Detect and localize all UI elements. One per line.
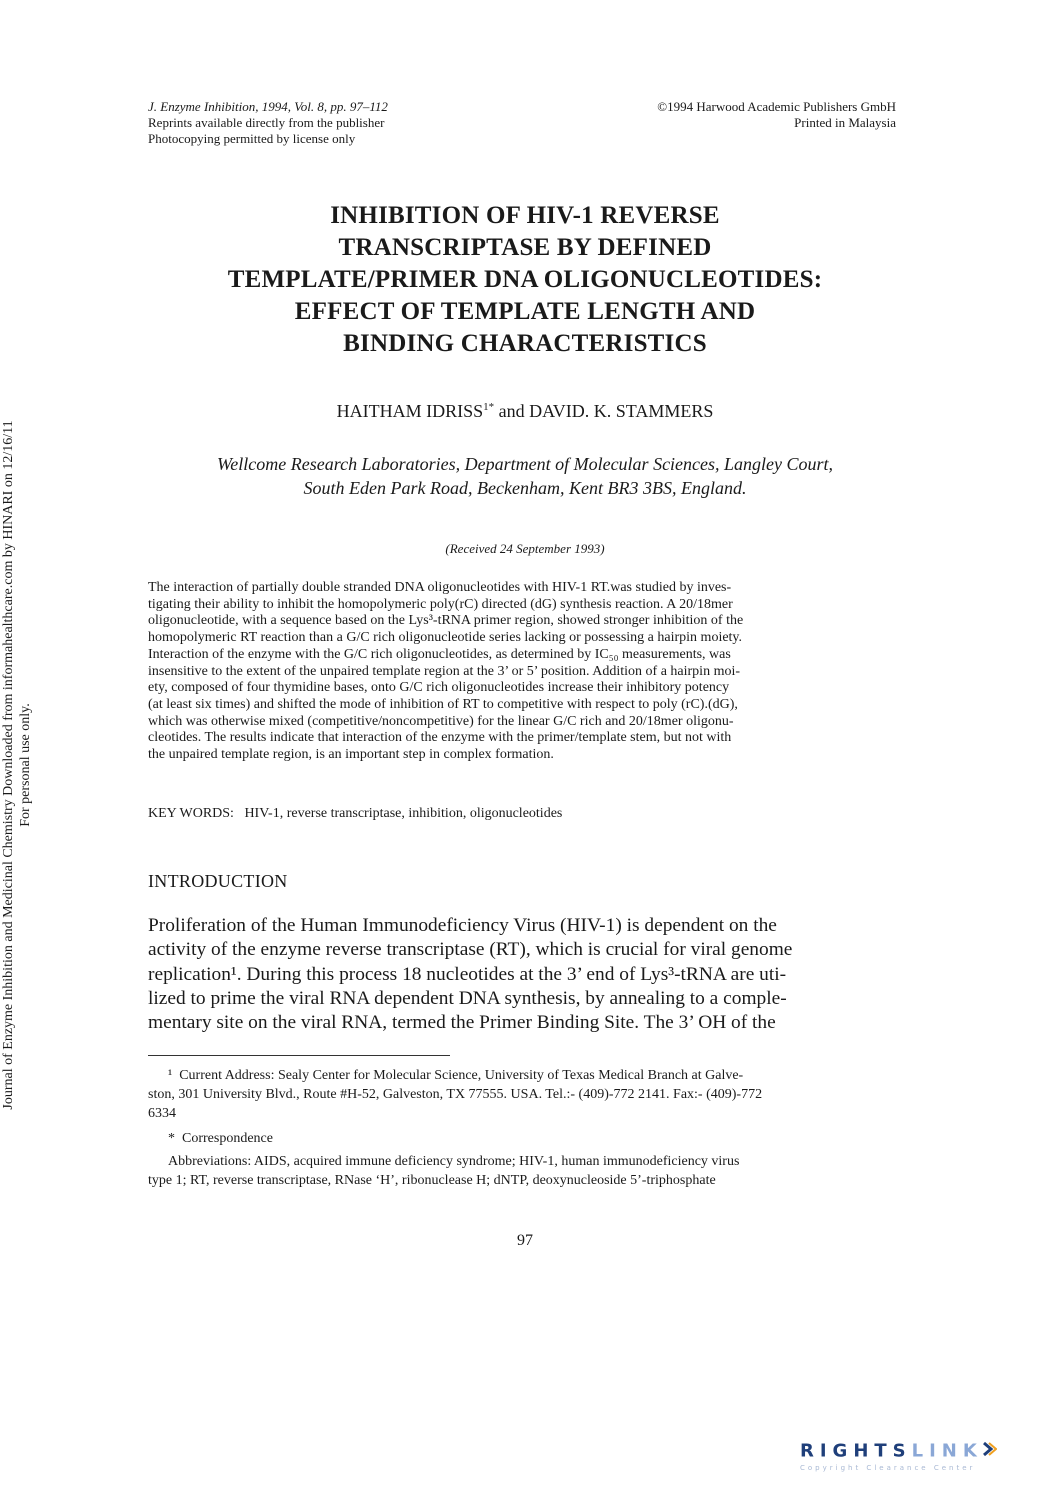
journal-header	[148, 99, 568, 147]
footnote-abbreviations: type 1; RT, reverse transcriptase, RNase ‘H’, ribonuclease H; dNTP, deoxynucleoside 5’-triphosphate	[148, 1173, 716, 1188]
affiliation	[100, 452, 950, 500]
printed-in-line: Printed in Malaysia	[794, 115, 896, 130]
footnote-line: 6334	[148, 1106, 176, 1121]
abstract-line: the unpaired template region, is an important step in complex formation.	[148, 747, 554, 763]
author-second: DAVID. K. STAMMERS	[529, 401, 714, 421]
affiliation-line: Wellcome Research Laboratories, Department of Molecular Sciences, Langley Court,	[216, 454, 834, 474]
abstract-line: insensitive to the extent of the unpaired template region at the 3’ or 5’ position. Addition of a hairpin moi-	[148, 663, 741, 679]
paper-title	[100, 200, 950, 360]
body-line: replication¹. During this process 18 nucleotides at the 3’ end of Lys³-tRNA are uti-	[148, 963, 787, 985]
body-line: activity of the enzyme reverse transcriptase (RT), which is crucial for viral genome	[148, 939, 793, 961]
abstract-line: tigating their ability to inhibit the homopolymeric poly(rC) directed (dG) synthesis reaction. A 20/18mer	[148, 596, 733, 612]
page-number: 97	[517, 1232, 533, 1249]
reprints-note: Reprints available directly from the publisher	[148, 115, 385, 130]
body-line: Proliferation of the Human Immunodeficiency Virus (HIV-1) is dependent on the	[148, 915, 777, 936]
abstract-line: oligonucleotide, with a sequence based on the Lys³-tRNA primer region, showed stronger inhibition of the	[148, 613, 744, 629]
abstract-line: (at least six times) and shifted the mode of inhibition of RT to competitive with respect to poly (rC).(dG),	[148, 696, 738, 712]
rightslink-chevron-icon	[979, 1440, 997, 1463]
abstract-line: ety, composed of four thymidine bases, onto G/C rich oligonucleotides increase their inhibitory potency	[148, 680, 730, 696]
rightslink-wordmark	[800, 1440, 1030, 1463]
title-line: TRANSCRIPTASE BY DEFINED	[338, 234, 712, 261]
footnotes	[148, 1066, 896, 1190]
abstract-line: cleotides. The results indicate that interaction of the enzyme with the primer/template stem, but not with	[148, 730, 732, 746]
abstract-line: which was otherwise mixed (competitive/noncompetitive) for the linear G/C rich and 20/18mer oligonu-	[148, 713, 734, 729]
author-joiner: and	[494, 401, 530, 421]
abstract	[148, 580, 896, 764]
personal-use-line: For personal use only.	[18, 703, 33, 827]
copyright-line: ©1994 Harwood Academic Publishers GmbH	[657, 99, 896, 114]
photocopy-note: Photocopying permitted by license only	[148, 131, 356, 146]
section-heading-introduction: INTRODUCTION	[148, 871, 288, 891]
body-line: lized to prime the viral RNA dependent DNA synthesis, by annealing to a comple-	[148, 987, 787, 1009]
authors	[100, 395, 950, 423]
abstract-line: homopolymeric RT reaction than a G/C rich oligonucleotide series lacking or possessing a hairpin moiety.	[148, 630, 743, 646]
abstract-line: Interaction of the enzyme with the G/C rich oligonucleotides, as determined by IC₅₀ measurements, was	[148, 646, 731, 662]
title-line: TEMPLATE/PRIMER DNA OLIGONUCLEOTIDES:	[227, 266, 823, 293]
footnote-line: ston, 301 University Blvd., Route #H-52, Galveston, TX 77555. USA. Tel.:- (409)-772 2141. Fax:- (409)-772	[148, 1087, 763, 1102]
download-line: Journal of Enzyme Inhibition and Medicinal Chemistry Downloaded from informahealthcare.com by HINARI on 12/16/11	[1, 420, 16, 1110]
title-line: BINDING CHARACTERISTICS	[343, 330, 707, 357]
title-line: INHIBITION OF HIV-1 REVERSE	[330, 202, 720, 229]
received-date: (Received 24 September 1993)	[445, 541, 605, 556]
abstract-line: The interaction of partially double stranded DNA oligonucleotides with HIV-1 RT.was studied by inves-	[148, 580, 732, 595]
rightslink-light-part: LINK	[911, 1440, 983, 1462]
journal-citation: J. Enzyme Inhibition, 1994, Vol. 8, pp. 97–112	[148, 99, 388, 114]
rightslink-dark-part: RIGHTS	[800, 1440, 912, 1462]
title-line: EFFECT OF TEMPLATE LENGTH AND	[294, 298, 756, 325]
author-first-marks: 1*	[483, 401, 495, 413]
footnote-abbreviations: Abbreviations: AIDS, acquired immune deficiency syndrome; HIV-1, human immunodeficiency virus	[168, 1154, 740, 1169]
affiliation-line: South Eden Park Road, Beckenham, Kent BR3 3BS, England.	[303, 478, 747, 498]
author-first: HAITHAM IDRISS	[336, 401, 484, 421]
rightslink-tagline: Copyright Clearance Center	[800, 1464, 976, 1472]
rightslink-logo[interactable]	[800, 1440, 1030, 1476]
footnote-divider	[148, 1055, 450, 1056]
publisher-header	[516, 99, 896, 131]
introduction-body	[148, 914, 896, 1035]
keywords: KEY WORDS: HIV-1, reverse transcriptase, inhibition, oligonucleotides	[148, 806, 563, 821]
footnote-line: ¹ Current Address: Sealy Center for Molecular Science, University of Texas Medical Branch at Galve-	[168, 1068, 744, 1083]
footnote-correspondence: * Correspondence	[168, 1131, 273, 1146]
body-line: mentary site on the viral RNA, termed the Primer Binding Site. The 3’ OH of the	[148, 1012, 776, 1034]
